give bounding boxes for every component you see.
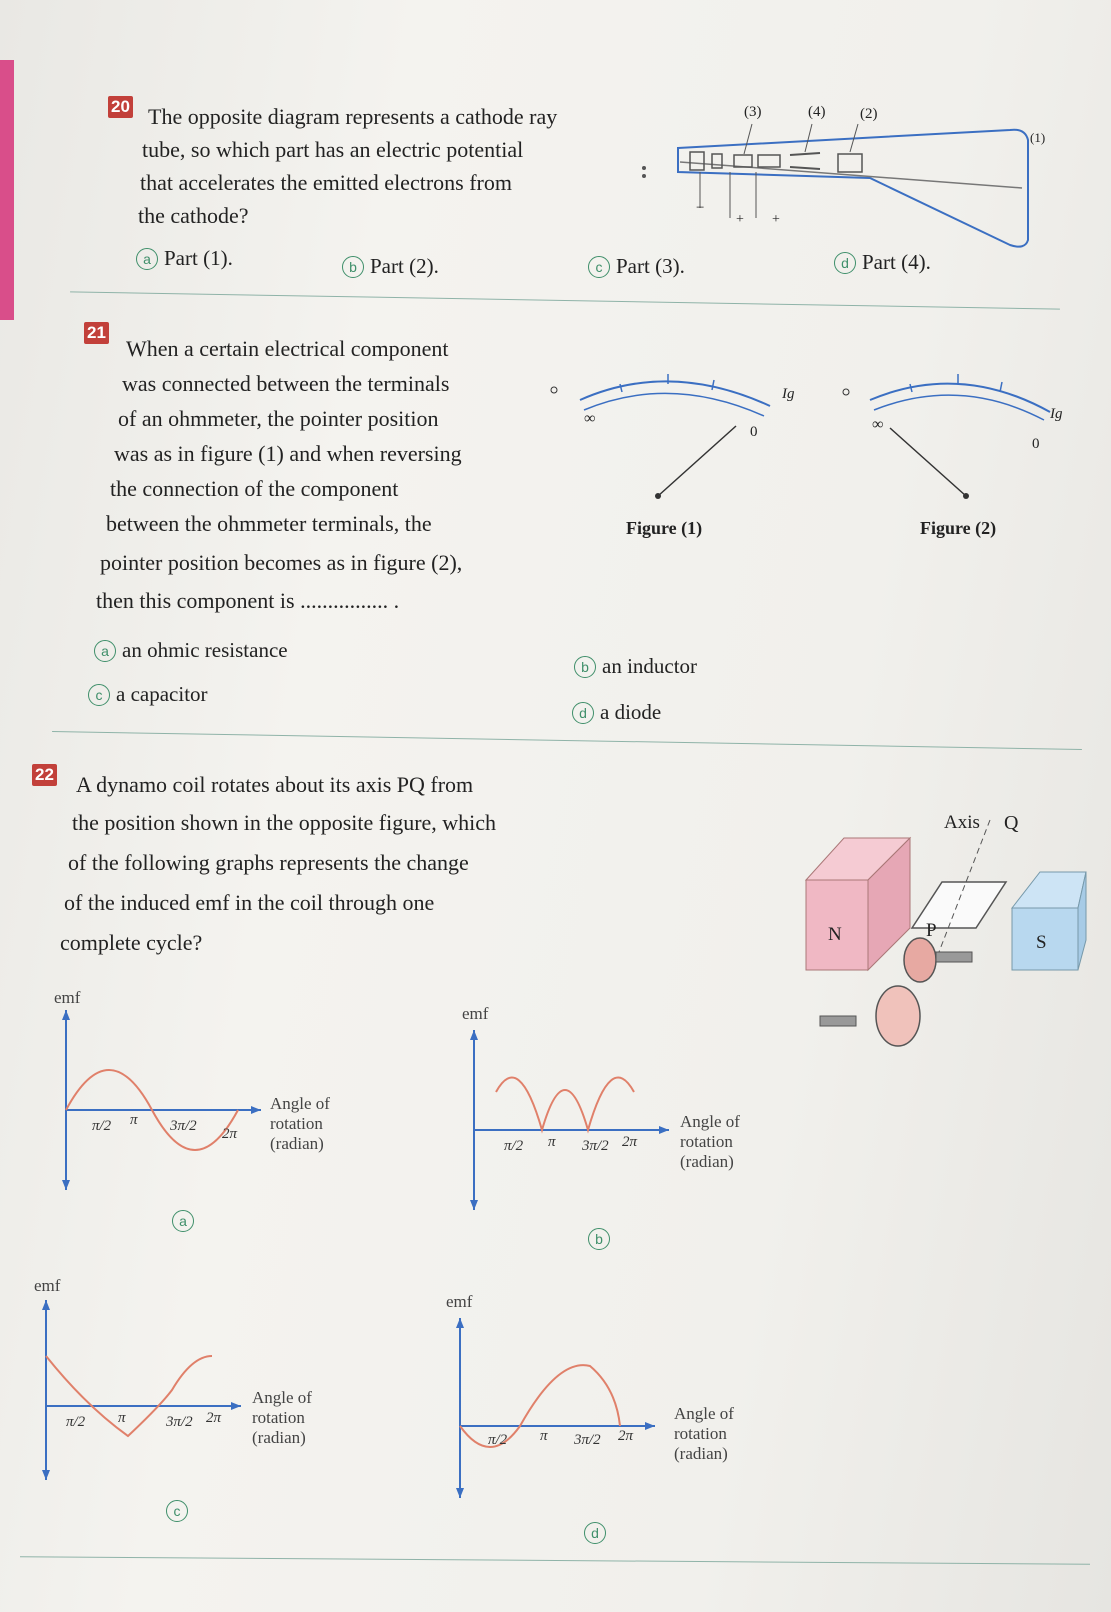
graph-a-xlabel-3: (radian) xyxy=(270,1134,324,1153)
crt-label-3: (3) xyxy=(744,104,762,120)
q22-line-5: complete cycle? xyxy=(60,930,203,955)
graph-d-y-arrow xyxy=(456,1318,464,1328)
graph-c-ylabel: emf xyxy=(34,1276,61,1295)
crt-label-2: (2) xyxy=(860,106,878,122)
dynamo-s-label: S xyxy=(1036,932,1047,953)
graph-b-y-arrow-down xyxy=(470,1200,478,1210)
crt-deflect-plate-bottom xyxy=(790,167,820,169)
meter2-scale-outer xyxy=(870,384,1050,412)
page-edge-tab xyxy=(0,60,14,320)
option-d-marker: d xyxy=(834,252,856,274)
meter2-scale-inner xyxy=(874,395,1044,420)
graph-c-y-arrow xyxy=(42,1300,50,1310)
graph-a-ylabel: emf xyxy=(54,988,81,1007)
graph-d-xlabel-1: Angle of xyxy=(674,1404,734,1423)
crt-plates-2 xyxy=(838,154,862,172)
graph-c-x-arrow xyxy=(231,1402,241,1410)
dynamo-p-label: P xyxy=(926,920,937,941)
option-b-marker: b xyxy=(574,656,596,678)
slip-ring-2 xyxy=(876,986,920,1046)
graph-c-y-arrow-down xyxy=(42,1470,50,1480)
option-c-text: a capacitor xyxy=(116,682,208,706)
crt-pin-2 xyxy=(642,174,646,178)
meter2-tick-1 xyxy=(910,384,912,392)
option-a-text: Part (1). xyxy=(164,246,233,270)
q20-option-c[interactable] xyxy=(588,254,685,279)
crt-grid xyxy=(712,154,722,168)
slip-ring-1 xyxy=(904,938,936,982)
graph-b-tick-3: 3π/2 xyxy=(582,1138,609,1154)
graph-d-xlabel-3: (radian) xyxy=(674,1444,728,1463)
option-b-text: Part (2). xyxy=(370,254,439,278)
graph-a-x-arrow xyxy=(251,1106,261,1114)
q22-option-a[interactable] xyxy=(172,1210,194,1232)
q20-option-b[interactable] xyxy=(342,254,439,279)
q21-line-2: was connected between the terminals xyxy=(122,371,450,396)
q20-option-d[interactable] xyxy=(834,250,931,275)
graph-d-x-arrow xyxy=(645,1422,655,1430)
graph-d-tick-2: π xyxy=(540,1428,548,1444)
meter1-scale-inner xyxy=(584,393,764,416)
q21-line-3: of an ohmmeter, the pointer position xyxy=(118,406,439,431)
divider-bottom xyxy=(20,1556,1090,1564)
meter1-screw xyxy=(551,387,557,393)
option-d-marker: d xyxy=(572,702,594,724)
divider-20-21 xyxy=(70,291,1060,309)
meter1-pivot xyxy=(655,493,661,499)
graph-c-xlabel-1: Angle of xyxy=(252,1388,312,1407)
graph-a-tick-3: 3π/2 xyxy=(170,1118,197,1134)
q22-option-b[interactable] xyxy=(588,1228,610,1250)
q21-line-5: the connection of the component xyxy=(110,476,399,501)
dynamo-n-label: N xyxy=(828,924,842,945)
graph-b xyxy=(464,1030,674,1220)
graph-c-tick-3: 3π/2 xyxy=(166,1414,193,1430)
graph-c-tick-1: π/2 xyxy=(66,1414,86,1430)
q21-line-6: between the ohmmeter terminals, the xyxy=(106,511,432,536)
crt-label-plus-1: + xyxy=(736,212,744,227)
crt-anode-1 xyxy=(734,155,752,167)
option-c-text: Part (3). xyxy=(616,254,685,278)
graph-d-ylabel: emf xyxy=(446,1292,473,1311)
graph-a-y-arrow-down xyxy=(62,1180,70,1190)
q22-number: 22 xyxy=(32,764,57,786)
q20-line-4: the cathode? xyxy=(138,203,249,228)
option-b-marker: b xyxy=(342,256,364,278)
meter1-tick-3 xyxy=(712,380,714,390)
crt-cathode xyxy=(690,152,704,170)
q21-line-8: then this component is ................ . xyxy=(96,588,400,613)
graph-b-ylabel: emf xyxy=(462,1004,489,1023)
graph-b-curve xyxy=(496,1078,634,1130)
option-a-marker: a xyxy=(136,248,158,270)
meter1-ig: Ig xyxy=(782,386,795,402)
meter2-pointer xyxy=(890,428,966,496)
q20-line-3: that accelerates the emitted electrons from xyxy=(140,170,512,195)
figure-2-label: Figure (2) xyxy=(920,518,997,538)
option-d-marker: d xyxy=(584,1522,606,1544)
graph-b-y-arrow xyxy=(470,1030,478,1040)
option-d-text: a diode xyxy=(600,700,662,724)
meter1-pointer xyxy=(658,426,736,496)
graph-c-xlabel-3: (radian) xyxy=(252,1428,306,1447)
crt-label-1: (1) xyxy=(1030,130,1046,145)
q21-line-4: was as in figure (1) and when reversing xyxy=(114,441,462,466)
graph-b-x-arrow xyxy=(659,1126,669,1134)
meter2-infinity: ∞ xyxy=(872,416,884,433)
q21-option-c[interactable] xyxy=(88,682,208,707)
divider-21-22 xyxy=(52,731,1082,750)
graph-a-tick-2: π xyxy=(130,1112,138,1128)
graph-c-tick-2: π xyxy=(118,1410,126,1426)
q20-line-1: The opposite diagram represents a cathode ray xyxy=(148,104,558,129)
graph-d-tick-3: 3π/2 xyxy=(574,1432,601,1448)
graph-c-tick-4: 2π xyxy=(206,1410,222,1426)
graph-a xyxy=(56,1010,266,1200)
meter2-screw xyxy=(843,389,849,395)
crt-lead-3 xyxy=(744,124,752,154)
graph-a-tick-4: 2π xyxy=(222,1126,238,1142)
meter1-zero: 0 xyxy=(750,424,758,440)
q21-option-d[interactable] xyxy=(572,700,661,725)
graph-b-xlabel-1: Angle of xyxy=(680,1112,740,1131)
crt-pin-1 xyxy=(642,166,646,170)
dynamo-figure xyxy=(800,820,1100,1100)
q21-line-1: When a certain electrical component xyxy=(126,336,449,361)
q21-option-a[interactable] xyxy=(94,638,288,663)
option-c-marker: c xyxy=(88,684,110,706)
q20-option-a[interactable] xyxy=(136,246,233,271)
option-a-text: an ohmic resistance xyxy=(122,638,288,662)
meter2-ig: Ig xyxy=(1050,406,1063,422)
graph-a-xlabel-2: rotation xyxy=(270,1114,323,1133)
graph-b-xlabel-3: (radian) xyxy=(680,1152,734,1171)
q21-number: 21 xyxy=(84,322,109,344)
magnet-s-top xyxy=(1012,872,1086,908)
option-a-marker: a xyxy=(94,640,116,662)
graph-a-xlabel-1: Angle of xyxy=(270,1094,330,1113)
graph-a-y-arrow xyxy=(62,1010,70,1020)
graph-a-tick-1: π/2 xyxy=(92,1118,112,1134)
graph-b-tick-2: π xyxy=(548,1134,556,1150)
meter2-pivot xyxy=(963,493,969,499)
q21-line-7: pointer position becomes as in figure (2), xyxy=(100,550,463,575)
q20-line-2: tube, so which part has an electric potential xyxy=(142,137,524,162)
figure-1-label: Figure (1) xyxy=(626,518,703,538)
q22-option-d[interactable] xyxy=(584,1522,606,1544)
crt-deflect-plate-top xyxy=(790,153,820,155)
graph-b-tick-4: 2π xyxy=(622,1134,638,1150)
graph-b-tick-1: π/2 xyxy=(504,1138,524,1154)
q21-option-b[interactable] xyxy=(574,654,697,679)
option-c-marker: c xyxy=(588,256,610,278)
q22-line-3: of the following graphs represents the change xyxy=(68,850,469,875)
option-b-text: an inductor xyxy=(602,654,698,678)
graph-d-tick-1: π/2 xyxy=(488,1432,508,1448)
dynamo-axis-label: Axis xyxy=(944,812,980,833)
graph-d-y-arrow-down xyxy=(456,1488,464,1498)
crt-anode-2 xyxy=(758,155,780,167)
crt-beam xyxy=(680,162,1022,188)
dynamo-q-label: Q xyxy=(1004,812,1019,834)
option-d-text: Part (4). xyxy=(862,250,931,274)
q22-line-2: the position shown in the opposite figure, which xyxy=(72,810,497,835)
option-b-marker: b xyxy=(588,1228,610,1250)
graph-d-xlabel-2: rotation xyxy=(674,1424,727,1443)
brush-2 xyxy=(820,1016,856,1026)
q20-number: 20 xyxy=(108,96,133,118)
brush-1 xyxy=(936,952,972,962)
q22-line-4: of the induced emf in the coil through one xyxy=(64,890,435,915)
graph-d xyxy=(450,1318,660,1508)
crt-label-4: (4) xyxy=(808,104,826,120)
meter1-infinity: ∞ xyxy=(584,410,596,427)
crt-label-plus-2: + xyxy=(772,212,780,227)
meter2-zero: 0 xyxy=(1032,436,1040,452)
graph-d-tick-4: 2π xyxy=(618,1428,634,1444)
crt-lead-4 xyxy=(805,124,812,152)
option-a-marker: a xyxy=(172,1210,194,1232)
crt-label-minus: − xyxy=(696,200,705,216)
graph-c-xlabel-2: rotation xyxy=(252,1408,305,1427)
q22-option-c[interactable] xyxy=(166,1500,188,1522)
ohmmeter-figure-1 xyxy=(560,370,790,520)
crt-diagram xyxy=(640,100,1060,260)
q22-line-1: A dynamo coil rotates about its axis PQ from xyxy=(76,772,474,797)
option-c-marker: c xyxy=(166,1500,188,1522)
graph-b-xlabel-2: rotation xyxy=(680,1132,733,1151)
graph-c xyxy=(36,1300,246,1490)
